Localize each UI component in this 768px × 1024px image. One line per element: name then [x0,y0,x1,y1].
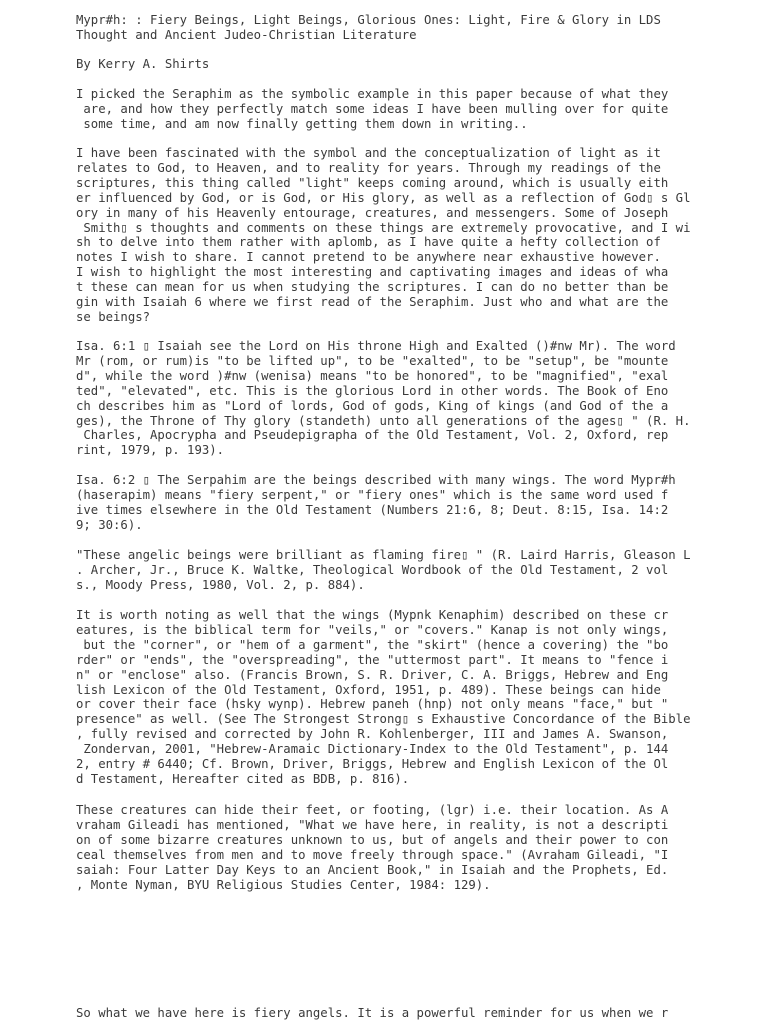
text-line: se beings? [76,309,151,324]
text-line: lish Lexicon of the Old Testament, Oxford, 1951, p. 489). These beings can hide [76,682,661,697]
text-line: Mr (rom, or rum)is "to be lifted up", to be "exalted", to be "setup", be "mounte [76,353,669,368]
text-line: . Archer, Jr., Bruce K. Waltke, Theological Wordbook of the Old Testament, 2 vol [76,562,669,577]
text-line: vraham Gileadi has mentioned, "What we have here, in reality, is not a descripti [76,817,669,832]
text-line: eatures, is the biblical term for "veils," or "covers." Kanap is not only wings, [76,622,669,637]
text-line: but the "corner", or "hem of a garment", the "skirt" (hence a covering) the "bo [76,637,669,652]
text-line: ch describes him as "Lord of lords, God of gods, King of kings (and God of the a [76,398,669,413]
text-line: ges), the Throne of Thy glory (standeth) unto all generations of the ages▯ " (R. H. [76,413,691,428]
text-line: These creatures can hide their feet, or footing, (lgr) i.e. their location. As A [76,803,669,817]
document-title [76,13,756,43]
text-line: notes I wish to share. I cannot pretend to be anywhere near exhaustive however. [76,250,661,265]
text-line: are, and how they perfectly match some ideas I have been mulling over for quite [76,101,669,116]
text-line: t these can mean for us when studying the scriptures. I can do no better than be [76,280,669,295]
text-line: ceal themselves from men and to move freely through space." (Avraham Gileadi, "I [76,847,669,862]
author-line: By Kerry A. Shirts [76,57,210,71]
text-line: presence" as well. (See The Strongest Strong▯ s Exhaustive Concordance of the Bible [76,712,691,727]
paragraph-angelic-quote [76,548,756,593]
text-line: Isa. 6:2 ▯ The Serpahim are the beings described with many wings. The word Mypr#h [76,473,676,487]
text-line: d", while the word )#nw (wenisa) means "to be honored", to be "magnified", "exal [76,368,669,383]
text-line: ory in many of his Heavenly entourage, creatures, and messengers. Some of Joseph [76,205,669,220]
text-line: s., Moody Press, 1980, Vol. 2, p. 884). [76,577,365,592]
text-line: saiah: Four Latter Day Keys to an Ancient Book," in Isaiah and the Prophets, Ed. [76,862,669,877]
text-line: Zondervan, 2001, "Hebrew-Aramaic Dictionary-Index to the Old Testament", p. 144 [76,742,669,757]
text-line: er influenced by God, or is God, or His glory, as well as a reflection of God▯ s Gl [76,190,691,205]
text-line: I wish to highlight the most interesting and captivating images and ideas of wha [76,265,669,280]
text-line: , Monte Nyman, BYU Religious Studies Center, 1984: 129). [76,877,491,892]
text-line: , fully revised and corrected by John R. Kohlenberger, III and James A. Swanson, [76,727,669,742]
paragraph-wings [76,608,756,787]
text-line: some time, and am now finally getting them down in writing.. [76,116,528,131]
paragraph-isa-6-1 [76,339,756,458]
text-line: 9; 30:6). [76,517,143,532]
text-line: d Testament, Hereafter cited as BDB, p. 816). [76,771,410,786]
text-line: or cover their face (hsky wynp). Hebrew paneh (hnp) not only means "face," but " [76,697,669,712]
title-line: Thought and Ancient Judeo-Christian Literature [76,27,417,42]
text-line: Charles, Apocrypha and Pseudepigrapha of the Old Testament, Vol. 2, Oxford, rep [76,428,669,443]
text-line: rder" or "ends", the "overspreading", the "uttermost part". It means to "fence i [76,652,669,667]
text-line: I picked the Seraphim as the symbolic example in this paper because of what they [76,87,669,101]
text-line: scriptures, this thing called "light" keeps coming around, which is usually eith [76,175,669,190]
text-line: 2, entry # 6440; Cf. Brown, Driver, Briggs, Hebrew and English Lexicon of the Ol [76,757,669,772]
paragraph-light [76,146,756,325]
text-line: ted", "elevated", etc. This is the glorious Lord in other words. The Book of Eno [76,383,669,398]
text-line: rint, 1979, p. 193). [76,443,225,458]
text-line: Isa. 6:1 ▯ Isaiah see the Lord on His throne High and Exalted ()#nw Mr). The word [76,339,676,353]
text-line: on of some bizarre creatures unknown to us, but of angels and their power to con [76,832,669,847]
text-line: sh to delve into them rather with aplomb, as I have quite a hefty collection of [76,235,661,250]
footer-text-line: So what we have here is fiery angels. It is a powerful reminder for us when we r [76,1006,669,1020]
paragraph-feet [76,803,756,892]
text-line: Smith▯ s thoughts and comments on these things are extremely provocative, and I wi [76,220,691,235]
text-line: "These angelic beings were brilliant as flaming fire▯ " (R. Laird Harris, Gleason L [76,548,691,562]
title-line: Mypr#h: : Fiery Beings, Light Beings, Glorious Ones: Light, Fire & Glory in LDS [76,13,661,27]
text-line: ive times elsewhere in the Old Testament (Numbers 21:6, 8; Deut. 8:15, Isa. 14:2 [76,502,669,517]
text-line: (haserapim) means "fiery serpent," or "fiery ones" which is the same word used f [76,487,669,502]
text-line: n" or "enclose" also. (Francis Brown, S. R. Driver, C. A. Briggs, Hebrew and Eng [76,667,669,682]
text-line: gin with Isaiah 6 where we first read of the Seraphim. Just who and what are the [76,295,669,310]
text-line: relates to God, to Heaven, and to reality for years. Through my readings of the [76,160,661,175]
paragraph-isa-6-2 [76,473,756,533]
paragraph-intro [76,87,756,132]
text-line: I have been fascinated with the symbol and the conceptualization of light as it [76,146,661,160]
text-line: It is worth noting as well that the wings (Mypnk Kenaphim) described on these cr [76,608,669,622]
